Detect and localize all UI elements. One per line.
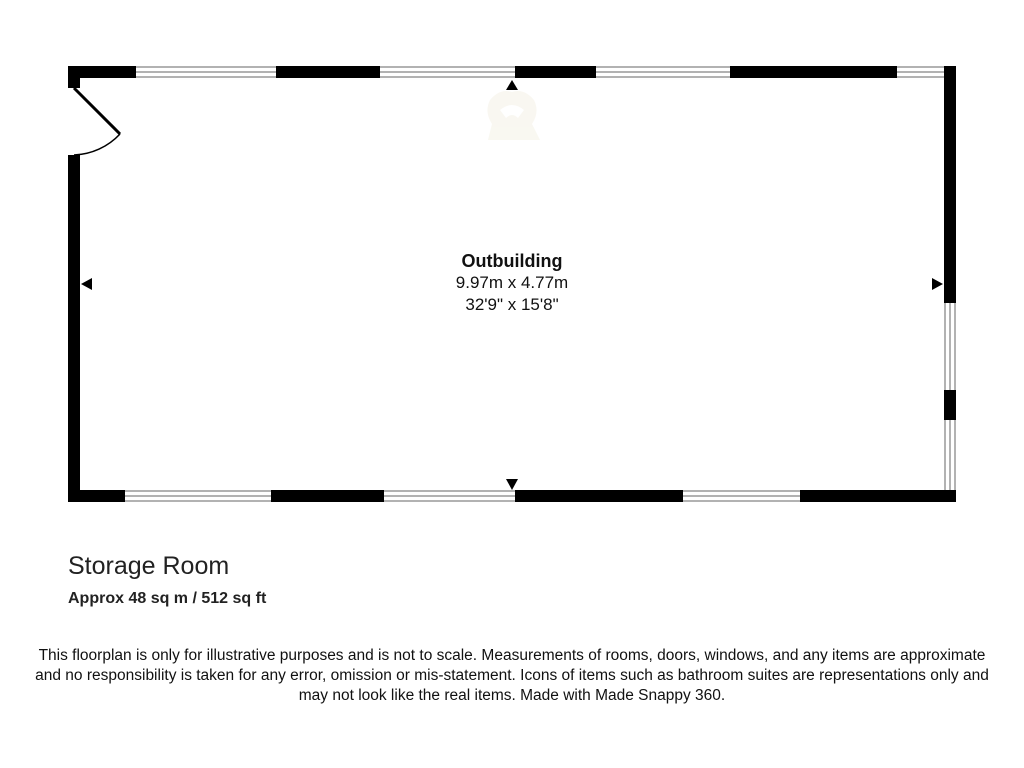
room-label [412, 250, 612, 316]
arrow-left-icon [81, 278, 92, 290]
windows-bottom [125, 490, 800, 502]
window [683, 490, 800, 502]
disclaimer-line: and no responsibility is taken for any error, omission or mis-statement. Icons of items such as bathroom suites are representations only and [35, 667, 989, 684]
window [384, 490, 515, 502]
window [136, 66, 276, 78]
window [897, 66, 944, 78]
wall-left-lower [68, 155, 80, 502]
window [944, 303, 956, 390]
room-name: Outbuilding [461, 251, 563, 271]
disclaimer-line: may not look like the real items. Made with Made Snappy 360. [298, 687, 726, 704]
window [944, 420, 956, 490]
floor-area: Approx 48 sq m / 512 sq ft [68, 590, 267, 607]
compass-watermark-icon [487, 91, 540, 140]
wall-left-upper [68, 66, 80, 88]
door-icon [74, 88, 120, 155]
window [596, 66, 730, 78]
arrow-right-icon [932, 278, 943, 290]
room-dimensions-imperial: 32'9" x 15'8" [465, 295, 559, 314]
disclaimer [0, 646, 1024, 706]
arrow-down-icon [506, 479, 518, 490]
window [125, 490, 271, 502]
arrow-up-icon [506, 80, 518, 90]
floor-title: Storage Room [68, 552, 230, 580]
window [380, 66, 515, 78]
room-dimensions-metric: 9.97m x 4.77m [455, 273, 569, 292]
disclaimer-line: This floorplan is only for illustrative purposes and is not to scale. Measurements of rooms, doors, windows, and any items are approximate [38, 647, 986, 664]
